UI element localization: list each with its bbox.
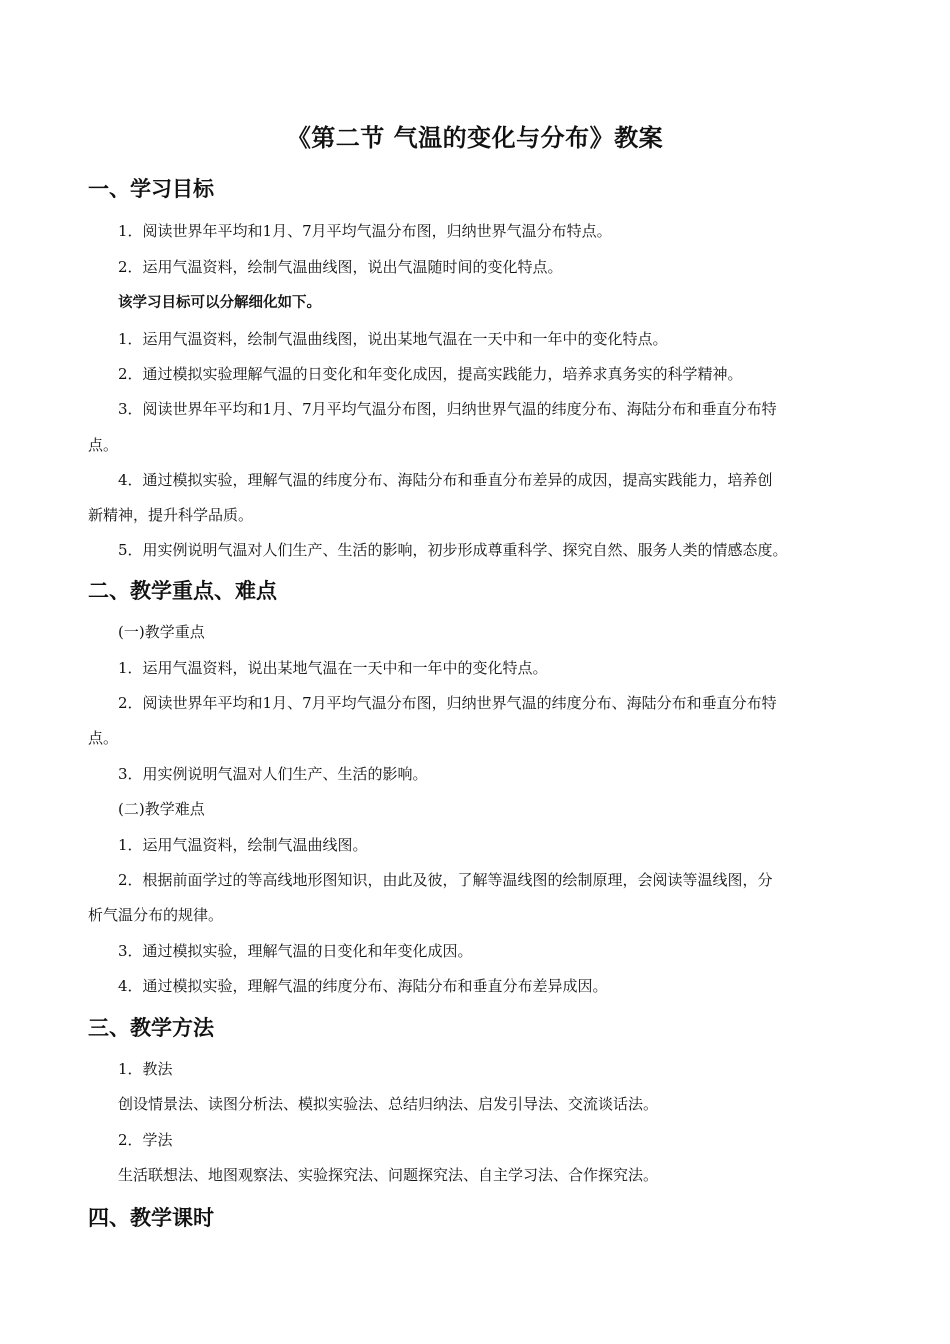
difficult-point-item: 1．运用气温资料，绘制气温曲线图。 (118, 836, 368, 854)
key-point-item: 1．运用气温资料，说出某地气温在一天中和一年中的变化特点。 (118, 659, 548, 677)
objective-detail: 3．阅读世界年平均和1月、7月平均气温分布图，归纳世界气温的纬度分布、海陆分布和垂直分布特 (118, 400, 777, 418)
section-heading-key-difficult: 二、教学重点、难点 (88, 579, 277, 603)
difficult-point-item: 3．通过模拟实验，理解气温的日变化和年变化成因。 (118, 942, 473, 960)
teaching-method-label: 1．教法 (118, 1060, 173, 1078)
section-heading-class-hours: 四、教学课时 (88, 1206, 214, 1230)
objective-detail: 1．运用气温资料，绘制气温曲线图，说出某地气温在一天中和一年中的变化特点。 (118, 330, 668, 348)
objective-detail-cont: 点。 (88, 436, 119, 454)
section-heading-objectives: 一、学习目标 (88, 177, 214, 201)
learning-method-text: 生活联想法、地图观察法、实验探究法、问题探究法、自主学习法、合作探究法。 (118, 1166, 659, 1184)
objective-detail: 4．通过模拟实验，理解气温的纬度分布、海陆分布和垂直分布差异的成因，提高实践能力，培养创 (118, 471, 773, 489)
difficult-point-item: 2．根据前面学过的等高线地形图知识，由此及彼，了解等温线图的绘制原理，会阅读等温线图，分 (118, 871, 773, 889)
objective-detail: 2．通过模拟实验理解气温的日变化和年变化成因，提高实践能力，培养求真务实的科学精神。 (118, 365, 743, 383)
document-title: 《第二节 气温的变化与分布》教案 (286, 123, 664, 152)
objective-detail: 5．用实例说明气温对人们生产、生活的影响，初步形成尊重科学、探究自然、服务人类的情感态度。 (118, 541, 788, 559)
objective-item: 1．阅读世界年平均和1月、7月平均气温分布图，归纳世界气温分布特点。 (118, 222, 612, 240)
objective-detail-cont: 新精神，提升科学品质。 (88, 506, 254, 524)
learning-method-label: 2．学法 (118, 1131, 173, 1149)
teaching-method-text: 创设情景法、读图分析法、模拟实验法、总结归纳法、启发引导法、交流谈话法。 (118, 1095, 659, 1113)
key-point-item-cont: 点。 (88, 729, 119, 747)
objective-item: 2．运用气温资料，绘制气温曲线图，说出气温随时间的变化特点。 (118, 258, 563, 276)
difficult-point-item-cont: 析气温分布的规律。 (88, 906, 224, 924)
difficult-point-item: 4．通过模拟实验，理解气温的纬度分布、海陆分布和垂直分布差异成因。 (118, 977, 608, 995)
key-points-title: (一)教学重点 (118, 623, 205, 641)
objective-subnote: 该学习目标可以分解细化如下。 (118, 295, 321, 311)
difficult-points-title: (二)教学难点 (118, 800, 205, 818)
section-heading-methods: 三、教学方法 (88, 1016, 214, 1040)
key-point-item: 2．阅读世界年平均和1月、7月平均气温分布图，归纳世界气温的纬度分布、海陆分布和垂直分布特 (118, 694, 777, 712)
key-point-item: 3．用实例说明气温对人们生产、生活的影响。 (118, 765, 428, 783)
